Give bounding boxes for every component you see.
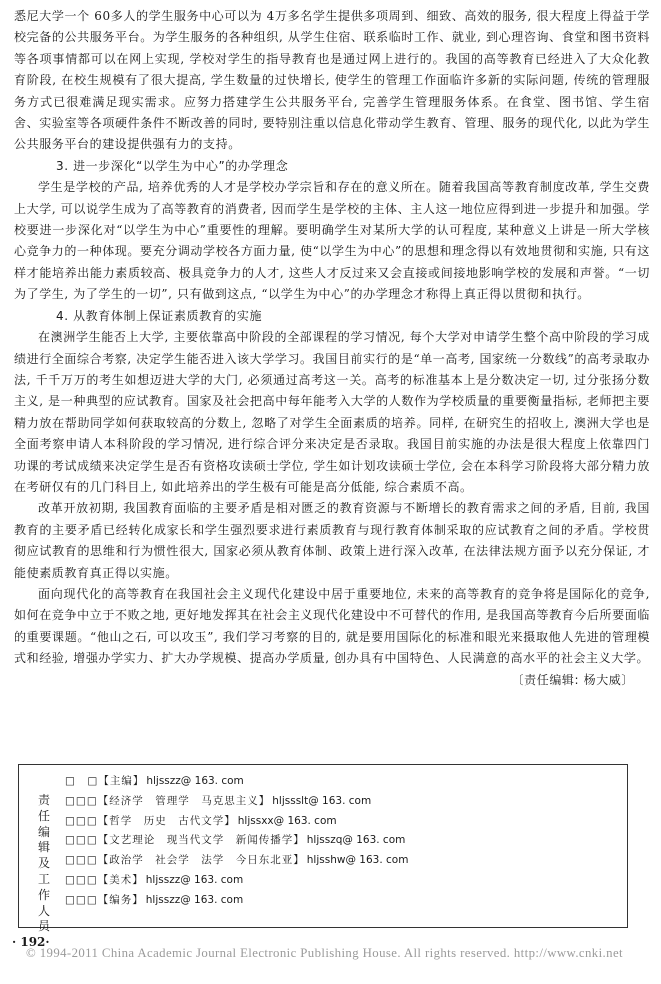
- staff-role: □□□【经济学 管理学 马克思主义】: [65, 794, 271, 807]
- section-4-heading: 4. 从教育体制上保证素质教育的实施: [56, 308, 263, 323]
- staff-row: [65, 812, 408, 832]
- staff-row: [65, 891, 408, 911]
- staff-box-title: 责任编辑及工作人员: [37, 793, 50, 934]
- staff-role: □□□【美术】: [65, 873, 144, 886]
- staff-email: hljssslt@ 163. com: [272, 794, 372, 807]
- staff-email: hljsszz@ 163. com: [146, 775, 244, 787]
- responsible-editor: 〔责任编辑: 杨大威〕: [511, 672, 634, 687]
- staff-email: hljssxx@ 163. com: [237, 814, 337, 827]
- section-3-heading: 3. 进一步深化“以学生为中心”的办学理念: [56, 158, 289, 173]
- intro-paragraph: 悉尼大学一个 60多人的学生服务中心可以为 4万多名学生提供多项周到、细致、高效的服务, 很大程度上得益于学校完备的公共服务平台。为学生服务的各种组织, 从学生住宿、联系临时工作、就业, 到心理咨询、食堂和图书资料等各项事情都可以在网上实现, 学校对学生的指导教育也是通过网上进行的。我国的高等教育已经进入了大众化教育阶段, 在校生规模有了很大提高, 学生数量的过快增长, 使学生的管理工作面临许多新的实际问题, 传统的管理服务方式已很难满足现实需求。应努力搭建学生公共服务平台, 完善学生管理服务体系。在食堂、图书馆、学生宿舍、实验室等各项硬件条件不断改善的同时, 要特别注重以信息化带动学生教育、管理、服务的现代化, 以此为学生公共服务平台的建设提供强有力的支持。: [14, 9, 650, 152]
- staff-row: [65, 772, 408, 792]
- page-number: · 192·: [12, 935, 50, 949]
- staff-role: □□□【文艺理论 现当代文学 新闻传播学】: [65, 834, 305, 847]
- copyright-watermark: © 1994-2011 China Academic Journal Electronic Publishing House. All rights reserved. http://www.cnki.net: [26, 946, 623, 960]
- section-3-paragraph: 学生是学校的产品, 培养优秀的人才是学校办学宗旨和存在的意义所在。随着我国高等教育制度改革, 学生交费上大学, 可以说学生成为了高等教育的消费者, 因而学生是学校的主体、主人这一地位应得到进一步提升和加强。学校要进一步深化对“以学生为中心”重要性的理解。要明确学生对某所大学的认可程度, 某种意义上讲是一所大学核心竞争力的一种体现。要充分调动学校各方面力量, 使“以学生为中心”的思想和理念得以有效地贯彻和实施, 只有这样才能培养出能力素质较高、极具竞争力的人才, 这些人才反过来又会直接或间接地影响学校的发展和声誉。“一切为了学生, 为了学生的一切”, 只有做到这点, “以学生为中心”的办学理念才称得上真正得以贯彻和执行。: [14, 180, 650, 302]
- staff-row: [65, 831, 408, 851]
- staff-email: hljsszz@ 163. com: [145, 873, 244, 886]
- section-4-paragraph-2: 改革开放初期, 我国教育面临的主要矛盾是相对匮乏的教育资源与不断增长的教育需求之间的矛盾, 目前, 我国教育的主要矛盾已经转化成家长和学生强烈要求进行素质教育与现行教育体制采取的应试教育之间的矛盾。学校贯彻应试教育的思维和行为惯性很大, 国家必须从教育体制、政策上进行深入改革, 在法律法规方面予以充分保证, 才能使素质教育真正得以实施。: [14, 501, 650, 580]
- staff-row: [65, 851, 408, 871]
- staff-email: hljsszq@ 163. com: [306, 834, 406, 847]
- staff-role: □ □【主编】: [65, 775, 145, 787]
- section-4-paragraph-1: 在澳洲学生能否上大学, 主要依靠高中阶段的全部课程的学习情况, 每个大学对申请学生整个高中阶段的学习成绩进行全面综合考察, 决定学生能否进入该大学学习。我国目前实行的是“单一高考, 国家统一分数线”的高考录取办法, 千千万万的考生如想迈进大学的大门, 必须通过高考这一关。高考的标准基本上是分数决定一切, 过分张扬分数主义, 是一种典型的应试教育。国家及社会把高中每年能考入大学的人数作为学校质量的重要衡量指标, 老师把主要精力放在帮助同学如何获取较高的分数上, 忽略了对学生全面素质的培养。同样, 在研究生的招收上, 澳洲大学也是全面考察申请人本科阶段的学习情况, 进行综合评分来决定是否录取。我国目前实施的办法是很大程度上依靠四门功课的考试成绩来决定学生是否有资格攻读硕士学位, 学生如计划攻读硕士学位, 会在本科学习阶段将大部分精力放在考研仅有的几门科目上, 如此培养出的学生极有可能是高分低能, 综合素质不高。: [14, 330, 650, 494]
- section-4-paragraph-3: 面向现代化的高等教育在我国社会主义现代化建设中居于重要地位, 未来的高等教育的竞争将是国际化的竞争, 如何在竞争中立于不败之地, 更好地发挥其在社会主义现代化建设中不可替代的作用, 是我国高等教育今后所要面临的重要课题。“他山之石, 可以攻玉”, 我们学习考察的目的, 就是要用国际化的标准和眼光来摄取他人先进的管理模式和经验, 增强办学实力、扩大办学规模、提高办学质量, 创办具有中国特色、人民满意的高水平的社会主义大学。: [14, 586, 650, 666]
- staff-list: [65, 772, 408, 911]
- staff-role: □□□【政治学 社会学 法学 今日东北亚】: [65, 854, 305, 867]
- staff-row: [65, 871, 408, 891]
- staff-email: hljsszz@ 163. com: [145, 893, 244, 906]
- article-body: [14, 6, 650, 691]
- staff-role: □□□【编务】: [65, 893, 144, 906]
- staff-row: [65, 792, 408, 812]
- staff-email: hljsshw@ 163. com: [306, 854, 409, 867]
- staff-role: □□□【哲学 历史 古代文学】: [65, 814, 236, 827]
- staff-box: [18, 764, 628, 934]
